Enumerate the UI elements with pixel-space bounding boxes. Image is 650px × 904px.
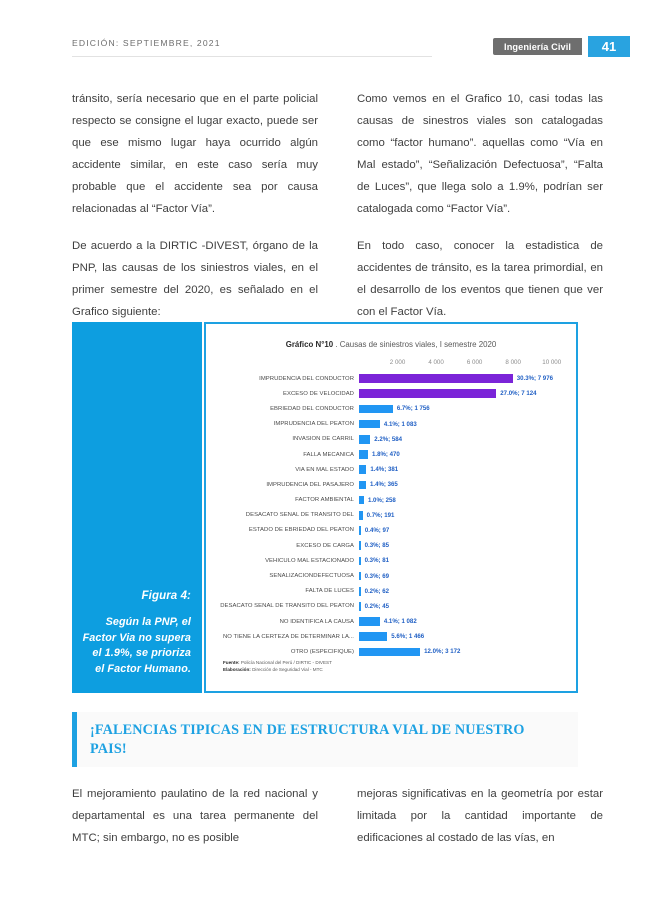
bar-fill xyxy=(359,617,380,626)
bar-value-label: 2.2%; 584 xyxy=(374,435,403,443)
bar-track xyxy=(359,584,572,599)
bar-value-label: 5.6%; 1 466 xyxy=(391,633,425,641)
bar-value-label: 0.3%; 81 xyxy=(364,557,389,565)
bar-track xyxy=(359,462,572,477)
bar-category-label: IMPRUDENCIA DEL CONDUCTOR xyxy=(259,375,354,382)
paragraph: Como vemos en el Grafico 10, casi todas las causas de sinestros viales son catalogadas como “factor humano”. aquellas como “Vía en Mal estado”, “Señalización Defectuosa”, “Falta de Luces”, que llega solo a 1.9%, podrían ser catalogada como “Factor Vía”. xyxy=(357,93,603,215)
x-axis-tick: 10 000 xyxy=(542,359,562,366)
chart-title-bold: Gráfico N°10 xyxy=(285,340,334,349)
bar-track xyxy=(359,386,572,401)
chart-bar-row xyxy=(206,523,576,538)
bar-track xyxy=(359,538,572,553)
bar-value-label: 0.7%; 191 xyxy=(366,511,395,519)
chart-bar-row xyxy=(206,584,576,599)
bar-fill xyxy=(359,420,380,429)
chart-bar-row xyxy=(206,538,576,553)
bar-value-label: 6.7%; 1 756 xyxy=(396,405,430,413)
bar-value-label: 0.2%; 62 xyxy=(364,587,389,595)
bar-track xyxy=(359,553,572,568)
bar-value-label: 0.4%; 97 xyxy=(364,526,390,534)
bar-track xyxy=(359,523,572,538)
x-axis-tick: 4 000 xyxy=(428,359,444,366)
bar-value-label: 0.3%; 85 xyxy=(364,542,390,550)
chart-frame xyxy=(204,322,578,693)
header-divider xyxy=(72,56,432,57)
bar-track xyxy=(359,599,572,614)
bar-fill xyxy=(359,496,364,505)
chart-elaboration-line xyxy=(223,667,332,673)
bar-fill xyxy=(359,435,370,444)
chart-bar-row xyxy=(206,629,576,644)
chart-bar-row xyxy=(206,493,576,508)
bar-fill xyxy=(359,632,387,641)
figure-caption-body: Según la PNP, el Factor Via no supera el 1.9%, se prioriza el Factor Humano. xyxy=(82,616,191,675)
bar-value-label: 1.4%; 381 xyxy=(370,466,399,474)
bar-category-label: EBRIEDAD DEL CONDUCTOR xyxy=(270,405,354,412)
paragraph: tránsito, sería necesario que en el parte policial respecto se consigne el lugar exacto, puede ser que ese mismo lugar haya ocurrido algún accidente similar, en este caso sería muy probable que el accidente sea por causa relacionadas al “Factor Vía”. xyxy=(72,93,318,215)
body-column-top-left xyxy=(72,88,318,323)
section-heading xyxy=(72,712,578,767)
chart-bar-row xyxy=(206,401,576,416)
section-heading-text: ¡FALENCIAS TIPICAS EN DE ESTRUCTURA VIAL DE NUESTRO PAIS! xyxy=(90,722,525,757)
bar-fill xyxy=(359,572,361,581)
bar-track xyxy=(359,432,572,447)
chart-title-rest: . Causas de siniestros viales, I semestre 2020 xyxy=(333,340,497,349)
figure-block xyxy=(72,322,578,693)
chart-bar-row xyxy=(206,462,576,477)
elaboration-text: Dirección de Seguridad Vial - MTC xyxy=(250,666,323,672)
bar-track xyxy=(359,477,572,492)
bar-fill xyxy=(359,405,393,414)
bar-fill xyxy=(359,481,366,490)
chart-bars xyxy=(206,371,576,660)
x-axis-tick: 2 000 xyxy=(389,359,406,366)
bar-category-label: IMPRUDENCIA DEL PASAJERO xyxy=(266,481,354,488)
bar-category-label: FALTA DE LUCES xyxy=(305,588,354,595)
bar-category-label: EXCESO DE CARGA xyxy=(296,542,354,549)
bar-value-label: 0.3%; 69 xyxy=(364,572,389,580)
bar-track xyxy=(359,417,572,432)
source-label: Fuente: xyxy=(223,660,240,666)
chart-bar-row xyxy=(206,371,576,386)
bar-track xyxy=(359,401,572,416)
chart-bar-row xyxy=(206,417,576,432)
bar-fill xyxy=(359,389,496,398)
chart-bar-row xyxy=(206,614,576,629)
bar-category-label: INVASIÓN DE CARRIL xyxy=(292,436,354,443)
chart-bar-row xyxy=(206,644,576,659)
chart-bar-row xyxy=(206,447,576,462)
bar-category-label: NO IDENTIFICA LA CAUSA xyxy=(279,618,354,625)
bar-value-label: 4.1%; 1 082 xyxy=(383,618,417,626)
bar-fill xyxy=(359,648,420,657)
body-column-bottom-right xyxy=(357,783,603,849)
paragraph: En todo caso, conocer la estadistica de accidentes de tránsito, es la tarea primordial, en el desarrollo de los eventos que tienen que ver con el Factor Vía. xyxy=(357,240,603,318)
bar-track xyxy=(359,614,572,629)
page-number-badge: 41 xyxy=(588,36,630,57)
bar-value-label: 30.3%; 7 976 xyxy=(516,375,553,383)
bar-track xyxy=(359,644,572,659)
page-header xyxy=(0,0,650,72)
body-column-bottom-left xyxy=(72,783,318,849)
chart-bar-row xyxy=(206,508,576,523)
bar-category-label: VIA EN MAL ESTADO xyxy=(295,466,354,473)
bar-value-label: 27.0%; 7 124 xyxy=(500,390,537,398)
bar-fill xyxy=(359,541,361,550)
bar-fill xyxy=(359,450,368,459)
chart-bar-row xyxy=(206,386,576,401)
bar-value-label: 1.8%; 470 xyxy=(372,451,400,459)
figure-caption-title: Figura 4: xyxy=(141,590,191,602)
paragraph: El mejoramiento paulatino de la red nacional y departamental es una tarea permanente del MTC; sin embargo, no es posible xyxy=(72,788,318,844)
edition-label: EDICIÓN: SEPTIEMBRE, 2021 xyxy=(72,38,221,48)
bar-value-label: 1.4%; 365 xyxy=(370,481,398,489)
bar-track xyxy=(359,493,572,508)
bar-category-label: FACTOR AMBIENTAL xyxy=(295,497,354,504)
magazine-tag: Ingeniería Civil xyxy=(493,38,582,55)
chart-title xyxy=(206,340,576,349)
bar-value-label: 1.0%; 258 xyxy=(367,496,396,504)
body-column-top-right xyxy=(357,88,603,323)
bar-track xyxy=(359,371,572,386)
bar-fill xyxy=(359,465,366,474)
bar-fill xyxy=(359,511,363,520)
chart-x-axis xyxy=(206,359,576,369)
chart-bar-row xyxy=(206,568,576,583)
bar-category-label: OTRO (ESPECIFIQUE) xyxy=(290,648,354,655)
bar-fill xyxy=(359,374,513,383)
chart-source-note xyxy=(223,660,332,673)
source-text: Policía Nacional del Perú / DIRTIC - DIVEST xyxy=(239,660,332,666)
chart-bar-row xyxy=(206,432,576,447)
bar-category-label: IMPRUDENCIA DEL PEATÓN xyxy=(273,421,354,428)
bar-track xyxy=(359,447,572,462)
x-axis-tick: 6 000 xyxy=(466,359,483,366)
bar-category-label: DESACATO SEÑAL DE TRÁNSITO DEL xyxy=(245,512,354,519)
paragraph: De acuerdo a la DIRTIC -DIVEST, órgano de la PNP, las causas de los siniestros viales, en el primer semestre del 2020, es señalado en el Grafico siguiente: xyxy=(72,240,318,318)
bar-category-label: EXCESO DE VELOCIDAD xyxy=(282,390,354,397)
bar-value-label: 0.2%; 45 xyxy=(364,602,389,610)
paragraph: mejoras significativas en la geometría por estar limitada por la cantidad importante de edificaciones al costado de las vías, en xyxy=(357,788,603,844)
bar-fill xyxy=(359,587,361,596)
chart-bar-row xyxy=(206,599,576,614)
chart-bar-row xyxy=(206,477,576,492)
bar-value-label: 12.0%; 3 172 xyxy=(424,648,461,656)
bar-category-label: VEHÍCULO MAL ESTACIONADO xyxy=(265,557,354,564)
bar-category-label: NO TIENE LA CERTEZA DE DETERMINAR LA... xyxy=(222,633,354,640)
bar-category-label: FALLA MECÁNICA xyxy=(303,451,354,458)
chart-bar-row xyxy=(206,553,576,568)
elaboration-label: Elaboración: xyxy=(223,666,251,672)
bar-category-label: SEÑALIZACIÓNDEFECTUOSA xyxy=(269,573,354,580)
bar-fill xyxy=(359,557,361,566)
x-axis-tick: 8 000 xyxy=(505,359,521,366)
bar-track xyxy=(359,568,572,583)
bar-value-label: 4.1%; 1 083 xyxy=(383,420,417,428)
bar-fill xyxy=(359,602,361,611)
bar-category-label: ESTADO DE EBRIEDAD DEL PEATÓN xyxy=(248,527,354,534)
figure-caption-box xyxy=(72,322,202,693)
bar-fill xyxy=(359,526,361,535)
bar-category-label: DESACATO SEÑAL DE TRÁNSITO DEL PEATÓN xyxy=(220,603,354,610)
bar-track xyxy=(359,629,572,644)
bar-track xyxy=(359,508,572,523)
